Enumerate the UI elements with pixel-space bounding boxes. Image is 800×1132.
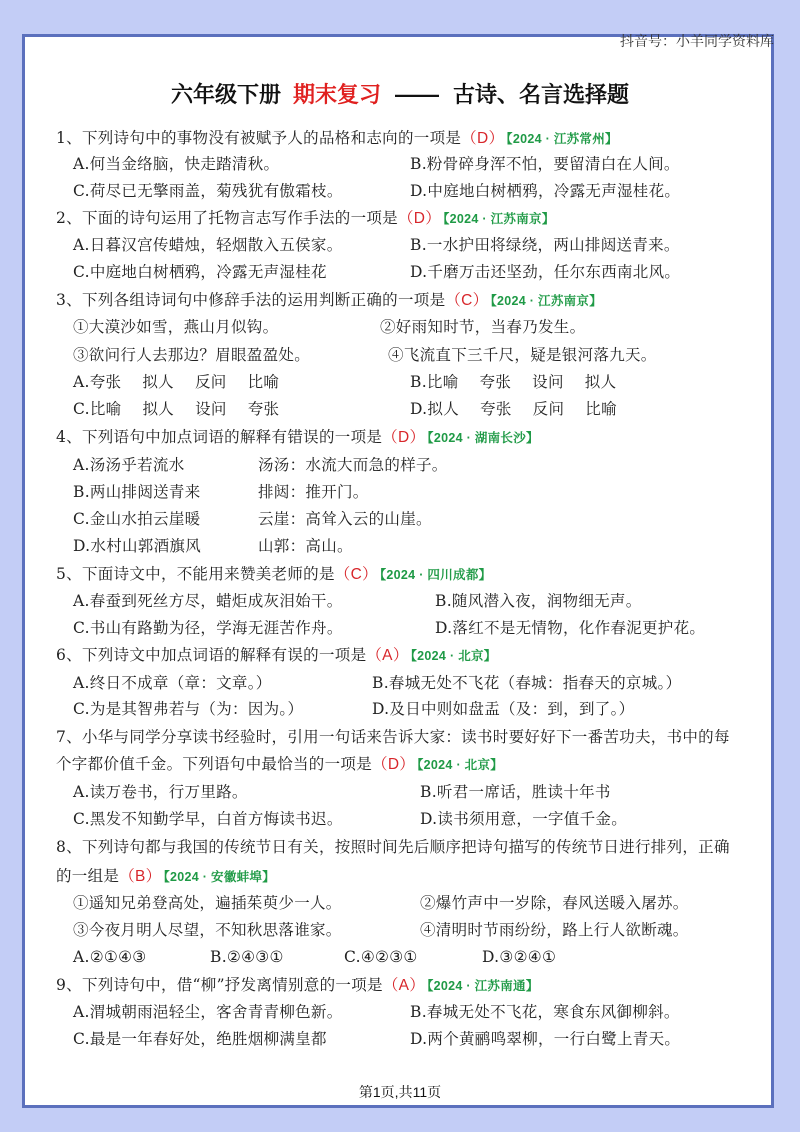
question-text: 3、下列各组诗词句中修辞手法的运用判断正确的一项是 <box>56 291 446 309</box>
option-b: B.春城无处不飞花（春城：指春天的京城。） <box>372 674 682 692</box>
option-d-gloss: 山郭：高山。 <box>258 537 353 555</box>
answer: （C） <box>445 292 489 309</box>
option-d: D.拟人 夸张 反问 比喻 <box>410 400 617 418</box>
answer: （C） <box>334 566 378 583</box>
option-d: D.中庭地白树栖鸦，冷露无声湿桂花。 <box>410 182 681 200</box>
option-a: A.何当金络脑，快走踏清秋。 <box>73 155 280 173</box>
answer: （D） <box>372 756 416 773</box>
sentence-4: ④飞流直下三千尺，疑是银河落九天。 <box>388 346 657 364</box>
question-3 <box>56 289 602 312</box>
option-a: A.②①④③ <box>73 948 147 966</box>
question-text: 个字都价值千金。下列语句中最恰当的一项是 <box>56 755 373 773</box>
account-watermark: 抖音号：小羊同学资料库 <box>620 33 774 49</box>
source-tag: 【2024 · 江苏南通】 <box>427 979 539 993</box>
option-c: C.最是一年春好处，绝胜烟柳满皇都 <box>73 1030 327 1048</box>
sentence-3: ③欲问行人去那边？眉眼盈盈处。 <box>73 346 311 364</box>
question-text: 4、下列语句中加点词语的解释有错误的一项是 <box>56 428 383 446</box>
option-d: D.③②④① <box>482 948 557 966</box>
source-tag: 【2024 · 北京】 <box>417 758 504 772</box>
option-c: C.荷尽已无擎雨盖，菊残犹有傲霜枝。 <box>73 182 343 200</box>
question-5 <box>56 563 491 586</box>
option-b-gloss: 排闼：推开门。 <box>258 483 369 501</box>
title-grade: 六年级下册 <box>170 82 281 107</box>
option-c: C.比喻 拟人 设问 夸张 <box>73 400 280 418</box>
sentence-2: ②好雨知时节，当春乃发生。 <box>380 318 586 336</box>
question-text: 9、下列诗句中，借“柳”抒发离情别意的一项是 <box>56 976 383 994</box>
option-c: C.金山水拍云崖暖 <box>73 510 201 528</box>
sentence-2: ②爆竹声中一岁除，春风送暖入屠苏。 <box>420 894 689 912</box>
question-2 <box>56 207 555 230</box>
answer: （A） <box>382 977 426 994</box>
option-a-gloss: 汤汤：水流大而急的样子。 <box>258 456 448 474</box>
title-highlight: 期末复习 <box>292 82 381 107</box>
question-8-line-2 <box>56 865 275 888</box>
option-a: A.夸张 拟人 反问 比喻 <box>73 373 280 391</box>
question-7-line-1: 7、小华与同学分享读书经验时，引用一句话来告诉大家：读书时要好好下一番苦功夫，书中的每 <box>56 728 730 746</box>
option-d: D.读书须用意，一字值千金。 <box>420 810 628 828</box>
option-d: D.及日中则如盘盂（及：到，到了。） <box>372 700 635 718</box>
question-text: 5、下面诗文中，不能用来赞美老师的是 <box>56 565 335 583</box>
question-7-line-2 <box>56 753 503 776</box>
option-c: C.书山有路勤为径，学海无涯苦作舟。 <box>73 619 343 637</box>
option-a: A.日暮汉宫传蜡烛，轻烟散入五侯家。 <box>73 236 343 254</box>
answer: （D） <box>397 210 442 227</box>
option-b: B.粉骨碎身浑不怕，要留清白在人间。 <box>410 155 680 173</box>
option-b: B.②④③① <box>210 948 284 966</box>
question-text: 的一组是 <box>56 867 120 885</box>
question-text: 6、下列诗文中加点词语的解释有误的一项是 <box>56 646 367 664</box>
option-b: B.春城无处不飞花，寒食东风御柳斜。 <box>410 1003 680 1021</box>
answer: （D） <box>382 429 426 446</box>
option-c: C.中庭地白树栖鸦，冷露无声湿桂花 <box>73 263 327 281</box>
option-c: C.④②③① <box>344 948 418 966</box>
question-1 <box>56 127 618 150</box>
option-b: B.两山排闼送青来 <box>73 483 201 501</box>
option-d: D.落红不是无情物，化作春泥更护花。 <box>435 619 706 637</box>
option-a: A.汤汤乎若流水 <box>73 456 185 474</box>
option-d: D.千磨万击还坚劲，任尔东西南北风。 <box>410 263 681 281</box>
option-a: A.读万卷书，行万里路。 <box>73 783 248 801</box>
option-a: A.渭城朝雨浥轻尘，客舍青青柳色新。 <box>73 1003 343 1021</box>
sentence-4: ④清明时节雨纷纷，路上行人欲断魂。 <box>420 921 689 939</box>
option-a: A.终日不成章（章：文章。） <box>73 674 272 692</box>
sentence-1: ①大漠沙如雪，燕山月似钩。 <box>73 318 279 336</box>
question-9 <box>56 974 539 997</box>
option-c-gloss: 云崖：高耸入云的山崖。 <box>258 510 432 528</box>
question-6 <box>56 644 497 667</box>
answer: （A） <box>366 647 409 664</box>
source-tag: 【2024 · 北京】 <box>410 649 497 663</box>
answer: （D） <box>461 130 505 147</box>
page-number: 第1页,共11页 <box>358 1084 442 1100</box>
source-tag: 【2024 · 江苏南京】 <box>490 294 603 308</box>
source-tag: 【2024 · 四川成都】 <box>379 568 492 582</box>
title-dash: —— <box>395 82 439 107</box>
source-tag: 【2024 · 江苏常州】 <box>506 132 618 146</box>
sentence-1: ①遥知兄弟登高处，遍插茱萸少一人。 <box>73 894 342 912</box>
answer: （B） <box>119 868 162 885</box>
page-title <box>0 78 800 109</box>
source-tag: 【2024 · 安徽蚌埠】 <box>163 870 276 884</box>
question-text: 1、下列诗句中的事物没有被赋予人的品格和志向的一项是 <box>56 129 462 147</box>
sentence-3: ③今夜月明人尽望，不知秋思落谁家。 <box>73 921 342 939</box>
option-d: D.两个黄鹂鸣翠柳，一行白鹭上青天。 <box>410 1030 681 1048</box>
option-a: A.春蚕到死丝方尽，蜡炬成灰泪始干。 <box>73 592 343 610</box>
option-c: C.黑发不知勤学早，白首方悔读书迟。 <box>73 810 343 828</box>
option-b: B.听君一席话，胜读十年书 <box>420 783 611 801</box>
option-d: D.水村山郭酒旗风 <box>73 537 202 555</box>
option-c: C.为是其智弗若与（为：因为。） <box>73 700 304 718</box>
title-topic: 古诗、名言选择题 <box>453 82 630 108</box>
source-tag: 【2024 · 湖南长沙】 <box>427 431 539 445</box>
question-text: 2、下面的诗句运用了托物言志写作手法的一项是 <box>56 209 398 227</box>
option-b: B.一水护田将绿绕，两山排闼送青来。 <box>410 236 680 254</box>
question-4 <box>56 426 539 449</box>
option-b: B.比喻 夸张 设问 拟人 <box>410 373 617 391</box>
question-8-line-1: 8、下列诗句都与我国的传统节日有关，按照时间先后顺序把诗句描写的传统节日进行排列，正确 <box>56 838 730 856</box>
option-b: B.随风潜入夜，润物细无声。 <box>435 592 642 610</box>
source-tag: 【2024 · 江苏南京】 <box>443 212 555 226</box>
